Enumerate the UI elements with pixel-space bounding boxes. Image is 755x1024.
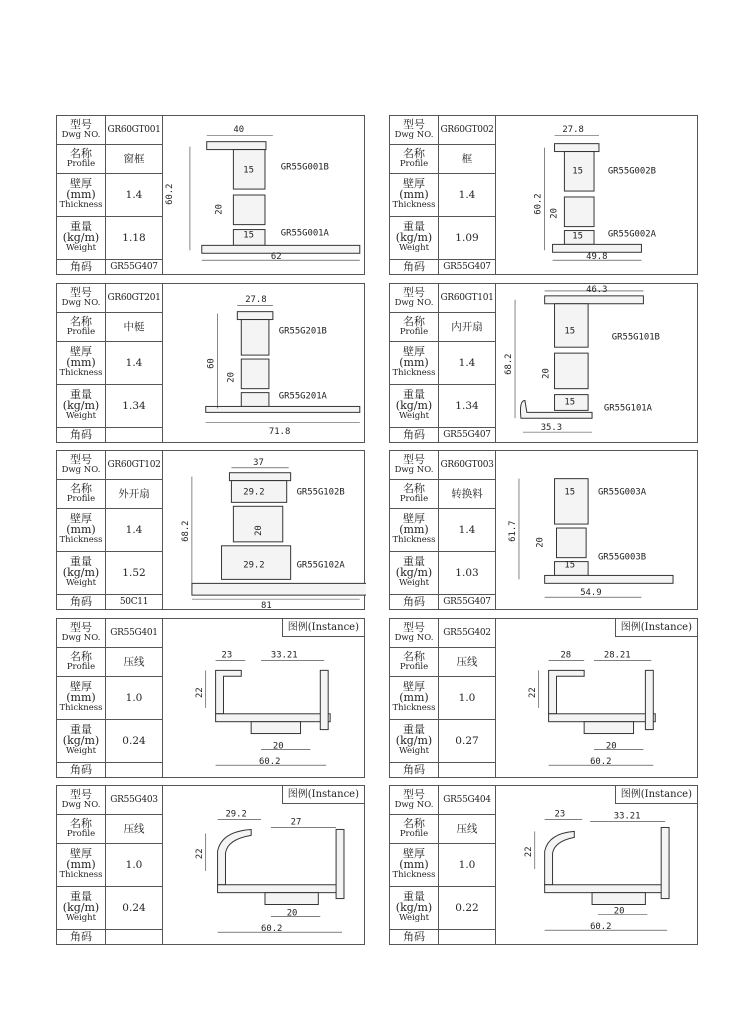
weight-label: 重量(kg/m) [395, 890, 433, 915]
instance-label: 图例(Instance) [282, 619, 364, 637]
dim-a: 29.2 [243, 487, 265, 498]
profile-value: 压线 [439, 647, 496, 676]
profile-shape [206, 406, 360, 412]
thickness-label-en: Thickness [392, 535, 436, 546]
profile-drawing [161, 284, 366, 442]
thickness-label-en: Thickness [392, 870, 436, 881]
thickness-label-en: Thickness [59, 870, 103, 881]
dim-mid: 20 [226, 372, 237, 383]
profile-label-en: Profile [399, 493, 429, 504]
dim-width-left: 29.2 [225, 809, 247, 820]
profile-shape [207, 142, 266, 150]
dim-mid: 20 [286, 908, 298, 919]
corner-label: 角码 [70, 595, 92, 609]
weight-label: 重量(kg/m) [62, 220, 100, 245]
spec-card-gr55g401 [56, 618, 365, 778]
dim-height: 22 [523, 846, 534, 858]
dwg-value: GR60GT101 [439, 284, 496, 312]
dwg-value: GR60GT102 [106, 451, 163, 479]
dim-mid: 20 [272, 741, 284, 752]
weight-label-en: Weight [65, 243, 97, 254]
dim-a: 15 [243, 165, 254, 176]
profile-label-en: Profile [66, 493, 96, 504]
profile-shape [241, 393, 269, 407]
spec-table [390, 116, 496, 274]
weight-label-en: Weight [65, 913, 97, 924]
weight-label: 重量(kg/m) [395, 388, 433, 413]
thickness-label-en: Thickness [59, 535, 103, 546]
weight-value: 0.27 [439, 719, 496, 762]
dwg-label-en: Dwg NO. [61, 799, 101, 810]
dim-height: 22 [194, 848, 205, 860]
profile-shape [564, 197, 594, 227]
dim-width-right: 33.21 [270, 650, 298, 661]
profile-shape [237, 312, 273, 320]
dim-width-bottom: 71.8 [268, 427, 291, 438]
thickness-value: 1.0 [439, 677, 496, 720]
dim-width-top: 40 [233, 124, 245, 135]
weight-value: 1.09 [439, 216, 496, 259]
profile-shape [336, 829, 344, 898]
dwg-label: 型号 [70, 452, 92, 466]
dim-mid: 20 [254, 525, 265, 536]
profile-label: 名称 [70, 816, 92, 830]
profile-drawing [161, 786, 366, 944]
profile-shape [241, 320, 269, 356]
profile-shape [545, 296, 644, 304]
weight-value: 0.24 [106, 719, 163, 762]
profile-drawing [161, 451, 366, 609]
instance-label: 图例(Instance) [615, 786, 697, 804]
profile-label-en: Profile [399, 158, 429, 169]
spec-table [57, 786, 163, 944]
dim-b: 15 [564, 560, 576, 571]
profile-shape [265, 893, 318, 905]
dim-height: 22 [527, 687, 538, 698]
thickness-label: 壁厚(mm) [399, 177, 429, 202]
profile-drawing-svg [161, 116, 366, 274]
corner-value: GR55G407 [106, 259, 163, 274]
weight-label-en: Weight [65, 746, 97, 757]
dwg-value: GR60GT201 [106, 284, 163, 312]
profile-shape [555, 353, 589, 389]
dim-width-top: 27.8 [245, 294, 267, 305]
instance-label: 图例(Instance) [615, 619, 697, 637]
dim-mid: 20 [549, 208, 560, 219]
profile-value: 中梃 [106, 312, 163, 341]
dim-height: 68.2 [180, 520, 191, 542]
part-code: GR55G102B [296, 487, 345, 498]
profile-shape [216, 714, 331, 722]
weight-label: 重量(kg/m) [62, 723, 100, 748]
profile-label-en: Profile [66, 661, 96, 672]
dim-height: 60.2 [533, 193, 544, 215]
dim-b: 15 [243, 230, 254, 241]
dim-width-left: 23 [221, 650, 233, 661]
dim-mid: 20 [541, 368, 552, 379]
profile-value: 框 [439, 144, 496, 173]
profile-label: 名称 [403, 816, 425, 830]
corner-value [439, 762, 496, 777]
profile-shape [545, 575, 673, 583]
spec-card-gr60gt101 [389, 283, 698, 443]
profile-label: 名称 [403, 146, 425, 160]
dwg-label: 型号 [403, 787, 425, 801]
dim-mid: 20 [214, 204, 225, 215]
spec-table [57, 619, 163, 777]
part-code: GR55G002A [607, 229, 656, 240]
dwg-value: GR60GT002 [439, 116, 496, 144]
thickness-label: 壁厚(mm) [66, 345, 96, 370]
corner-label: 角码 [403, 930, 425, 944]
weight-label: 重量(kg/m) [62, 555, 100, 580]
dwg-value: GR55G404 [439, 786, 496, 814]
dwg-label-en: Dwg NO. [61, 464, 101, 475]
profile-shape [553, 244, 642, 252]
corner-label: 角码 [403, 428, 425, 442]
profile-drawing [494, 116, 699, 274]
profile-drawing-svg [494, 284, 699, 442]
weight-label: 重量(kg/m) [62, 890, 100, 915]
part-code: GR55G101B [611, 332, 660, 343]
profile-value: 外开扇 [106, 479, 163, 508]
corner-label: 角码 [70, 930, 92, 944]
profile-label: 名称 [403, 481, 425, 495]
profile-shape [555, 144, 599, 152]
profile-shape [192, 583, 366, 595]
thickness-label-en: Thickness [59, 703, 103, 714]
profile-label-en: Profile [399, 661, 429, 672]
dwg-value: GR60GT003 [439, 451, 496, 479]
profile-drawing-svg [161, 284, 366, 442]
thickness-value: 1.4 [439, 342, 496, 385]
corner-value [439, 929, 496, 944]
profile-label: 名称 [403, 314, 425, 328]
profile-value: 压线 [439, 814, 496, 843]
dwg-label: 型号 [70, 620, 92, 634]
profile-shape [661, 827, 669, 898]
profile-label-en: Profile [66, 326, 96, 337]
profile-label: 名称 [70, 146, 92, 160]
dwg-label: 型号 [70, 285, 92, 299]
dwg-label: 型号 [403, 285, 425, 299]
profile-shape [251, 722, 300, 734]
spec-table [390, 284, 496, 442]
thickness-value: 1.4 [106, 342, 163, 385]
profile-drawing-svg [161, 786, 366, 944]
weight-label-en: Weight [398, 411, 430, 422]
spec-card-gr60gt003 [389, 450, 698, 610]
dim-mid: 20 [613, 906, 625, 917]
dim-width-bottom: 62 [270, 252, 282, 263]
part-code: GR55G001B [280, 162, 329, 173]
profile-shape [545, 885, 667, 893]
thickness-label-en: Thickness [59, 200, 103, 211]
profile-shape [549, 670, 585, 713]
weight-label-en: Weight [65, 411, 97, 422]
thickness-value: 1.0 [106, 677, 163, 720]
thickness-value: 1.4 [439, 174, 496, 217]
profile-shape [545, 831, 575, 884]
dim-width-bottom: 60.2 [259, 757, 281, 768]
dim-width-bottom: 60.2 [590, 922, 612, 933]
weight-label: 重量(kg/m) [395, 555, 433, 580]
weight-label: 重量(kg/m) [395, 723, 433, 748]
dim-height: 22 [194, 687, 205, 698]
dwg-label-en: Dwg NO. [394, 632, 434, 643]
part-code: GR55G201A [278, 391, 327, 402]
profile-value: 压线 [106, 647, 163, 676]
profile-drawing [161, 619, 366, 777]
part-code: GR55G003B [597, 552, 647, 563]
profile-shape [216, 670, 242, 713]
profile-drawing [161, 116, 366, 274]
spec-card-gr60gt001 [56, 115, 365, 275]
dwg-label-en: Dwg NO. [394, 297, 434, 308]
dwg-label: 型号 [70, 787, 92, 801]
profile-drawing-svg [494, 116, 699, 274]
profile-drawing [494, 451, 699, 609]
dim-b: 29.2 [243, 560, 265, 571]
spec-table [57, 284, 163, 442]
dim-a: 15 [572, 166, 583, 177]
thickness-label: 壁厚(mm) [399, 680, 429, 705]
thickness-value: 1.4 [439, 509, 496, 552]
profile-label-en: Profile [66, 158, 96, 169]
dwg-value: GR55G403 [106, 786, 163, 814]
profile-shape [592, 893, 645, 905]
profile-label: 名称 [70, 314, 92, 328]
weight-label-en: Weight [398, 243, 430, 254]
corner-label: 角码 [403, 763, 425, 777]
spec-table [390, 619, 496, 777]
dim-a: 15 [564, 326, 576, 337]
profile-label: 名称 [70, 649, 92, 663]
weight-label-en: Weight [65, 578, 97, 589]
thickness-label-en: Thickness [59, 368, 103, 379]
dim-mid: 20 [535, 537, 546, 548]
dim-width-top: 37 [253, 457, 264, 468]
corner-value: GR55G407 [439, 594, 496, 609]
corner-value [106, 762, 163, 777]
weight-value: 1.18 [106, 216, 163, 259]
thickness-label: 壁厚(mm) [66, 680, 96, 705]
thickness-value: 1.4 [106, 174, 163, 217]
instance-label: 图例(Instance) [282, 786, 364, 804]
profile-label: 名称 [403, 649, 425, 663]
profile-value: 窗框 [106, 144, 163, 173]
thickness-value: 1.0 [106, 844, 163, 887]
dwg-value: GR60GT001 [106, 116, 163, 144]
thickness-label-en: Thickness [392, 200, 436, 211]
corner-value: GR55G407 [439, 259, 496, 274]
corner-label: 角码 [403, 595, 425, 609]
dwg-label-en: Dwg NO. [61, 297, 101, 308]
thickness-label-en: Thickness [392, 703, 436, 714]
profile-drawing [494, 619, 699, 777]
weight-value: 1.03 [439, 551, 496, 594]
dim-height: 60 [206, 358, 217, 369]
part-code: GR55G003A [597, 487, 647, 498]
thickness-label: 壁厚(mm) [66, 847, 96, 872]
dim-width-top: 27.8 [562, 124, 584, 135]
profile-value: 内开扇 [439, 312, 496, 341]
spec-card-gr60gt002 [389, 115, 698, 275]
profile-label-en: Profile [399, 326, 429, 337]
profile-drawing-svg [161, 451, 366, 609]
weight-value: 0.22 [439, 886, 496, 929]
profile-shape [229, 473, 290, 481]
spec-table [390, 451, 496, 609]
part-code: GR55G201B [278, 326, 327, 337]
dim-a: 15 [564, 487, 576, 498]
dwg-label-en: Dwg NO. [394, 464, 434, 475]
part-code: GR55G001A [280, 228, 329, 239]
spec-card-gr55g404 [389, 785, 698, 945]
dim-width-bottom: 49.8 [586, 252, 608, 263]
corner-value: 50C11 [106, 594, 163, 609]
thickness-value: 1.0 [439, 844, 496, 887]
spec-card-gr55g402 [389, 618, 698, 778]
profile-shape [584, 722, 633, 734]
thickness-label: 壁厚(mm) [399, 847, 429, 872]
corner-label: 角码 [70, 428, 92, 442]
corner-value [106, 427, 163, 442]
dwg-label-en: Dwg NO. [61, 632, 101, 643]
profile-value: 压线 [106, 814, 163, 843]
profile-drawing [494, 284, 699, 442]
dwg-label: 型号 [403, 452, 425, 466]
profile-shape [218, 885, 342, 893]
dim-width-top: 46.3 [586, 284, 608, 295]
profile-drawing-svg [494, 619, 699, 777]
dim-width-bottom: 54.9 [580, 588, 602, 599]
profile-shape [645, 670, 653, 729]
dwg-value: GR55G401 [106, 619, 163, 647]
corner-label: 角码 [70, 763, 92, 777]
thickness-label: 壁厚(mm) [66, 177, 96, 202]
thickness-label: 壁厚(mm) [66, 512, 96, 537]
thickness-label: 壁厚(mm) [399, 345, 429, 370]
profile-label-en: Profile [399, 828, 429, 839]
spec-card-gr55g403 [56, 785, 365, 945]
dim-width-right: 27 [290, 817, 302, 828]
weight-value: 1.34 [106, 384, 163, 427]
dim-height: 60.2 [165, 183, 176, 205]
part-code: GR55G102A [296, 560, 345, 571]
dim-width-left: 23 [554, 809, 566, 820]
dim-width-right: 28.21 [603, 650, 631, 661]
profile-shape [555, 479, 589, 524]
dim-b: 15 [572, 231, 583, 242]
dim-b: 15 [564, 397, 576, 408]
thickness-label-en: Thickness [392, 368, 436, 379]
spec-table [57, 451, 163, 609]
profile-label-en: Profile [66, 828, 96, 839]
profile-shape [320, 670, 328, 729]
spec-card-gr60gt201 [56, 283, 365, 443]
dwg-value: GR55G402 [439, 619, 496, 647]
weight-label: 重量(kg/m) [62, 388, 100, 413]
part-code: GR55G002B [607, 166, 656, 177]
spec-card-gr60gt102 [56, 450, 365, 610]
weight-value: 1.52 [106, 551, 163, 594]
corner-label: 角码 [403, 260, 425, 274]
dim-width-bottom: 60.2 [590, 757, 612, 768]
dwg-label-en: Dwg NO. [394, 129, 434, 140]
dim-width-right: 33.21 [613, 811, 641, 822]
profile-shape [549, 714, 656, 722]
dim-height: 68.2 [504, 353, 515, 375]
weight-value: 1.34 [439, 384, 496, 427]
dim-width-bottom: 81 [261, 601, 272, 609]
weight-label-en: Weight [398, 913, 430, 924]
corner-label: 角码 [70, 260, 92, 274]
profile-shape [557, 528, 587, 558]
weight-value: 0.24 [106, 886, 163, 929]
dim-width-bottom: 35.3 [540, 423, 563, 434]
profile-drawing [494, 786, 699, 944]
weight-label-en: Weight [398, 578, 430, 589]
corner-value [106, 929, 163, 944]
profile-shape [233, 195, 265, 225]
spec-table [390, 786, 496, 944]
dwg-label-en: Dwg NO. [61, 129, 101, 140]
dim-width-left: 28 [560, 650, 572, 661]
profile-shape [218, 829, 252, 884]
thickness-label: 壁厚(mm) [399, 512, 429, 537]
thickness-value: 1.4 [106, 509, 163, 552]
spec-table [57, 116, 163, 274]
profile-drawing-svg [494, 451, 699, 609]
profile-label: 名称 [70, 481, 92, 495]
dwg-label: 型号 [403, 117, 425, 131]
profile-shape [241, 359, 269, 389]
dim-height: 61.7 [508, 520, 519, 542]
weight-label: 重量(kg/m) [395, 220, 433, 245]
weight-label-en: Weight [398, 746, 430, 757]
dim-mid: 20 [605, 741, 617, 752]
part-code: GR55G101A [603, 403, 652, 414]
corner-value: GR55G407 [439, 427, 496, 442]
profile-drawing-svg [161, 619, 366, 777]
dwg-label: 型号 [70, 117, 92, 131]
dim-width-bottom: 60.2 [261, 924, 283, 935]
dwg-label-en: Dwg NO. [394, 799, 434, 810]
profile-value: 转换料 [439, 479, 496, 508]
profile-drawing-svg [494, 786, 699, 944]
dwg-label: 型号 [403, 620, 425, 634]
